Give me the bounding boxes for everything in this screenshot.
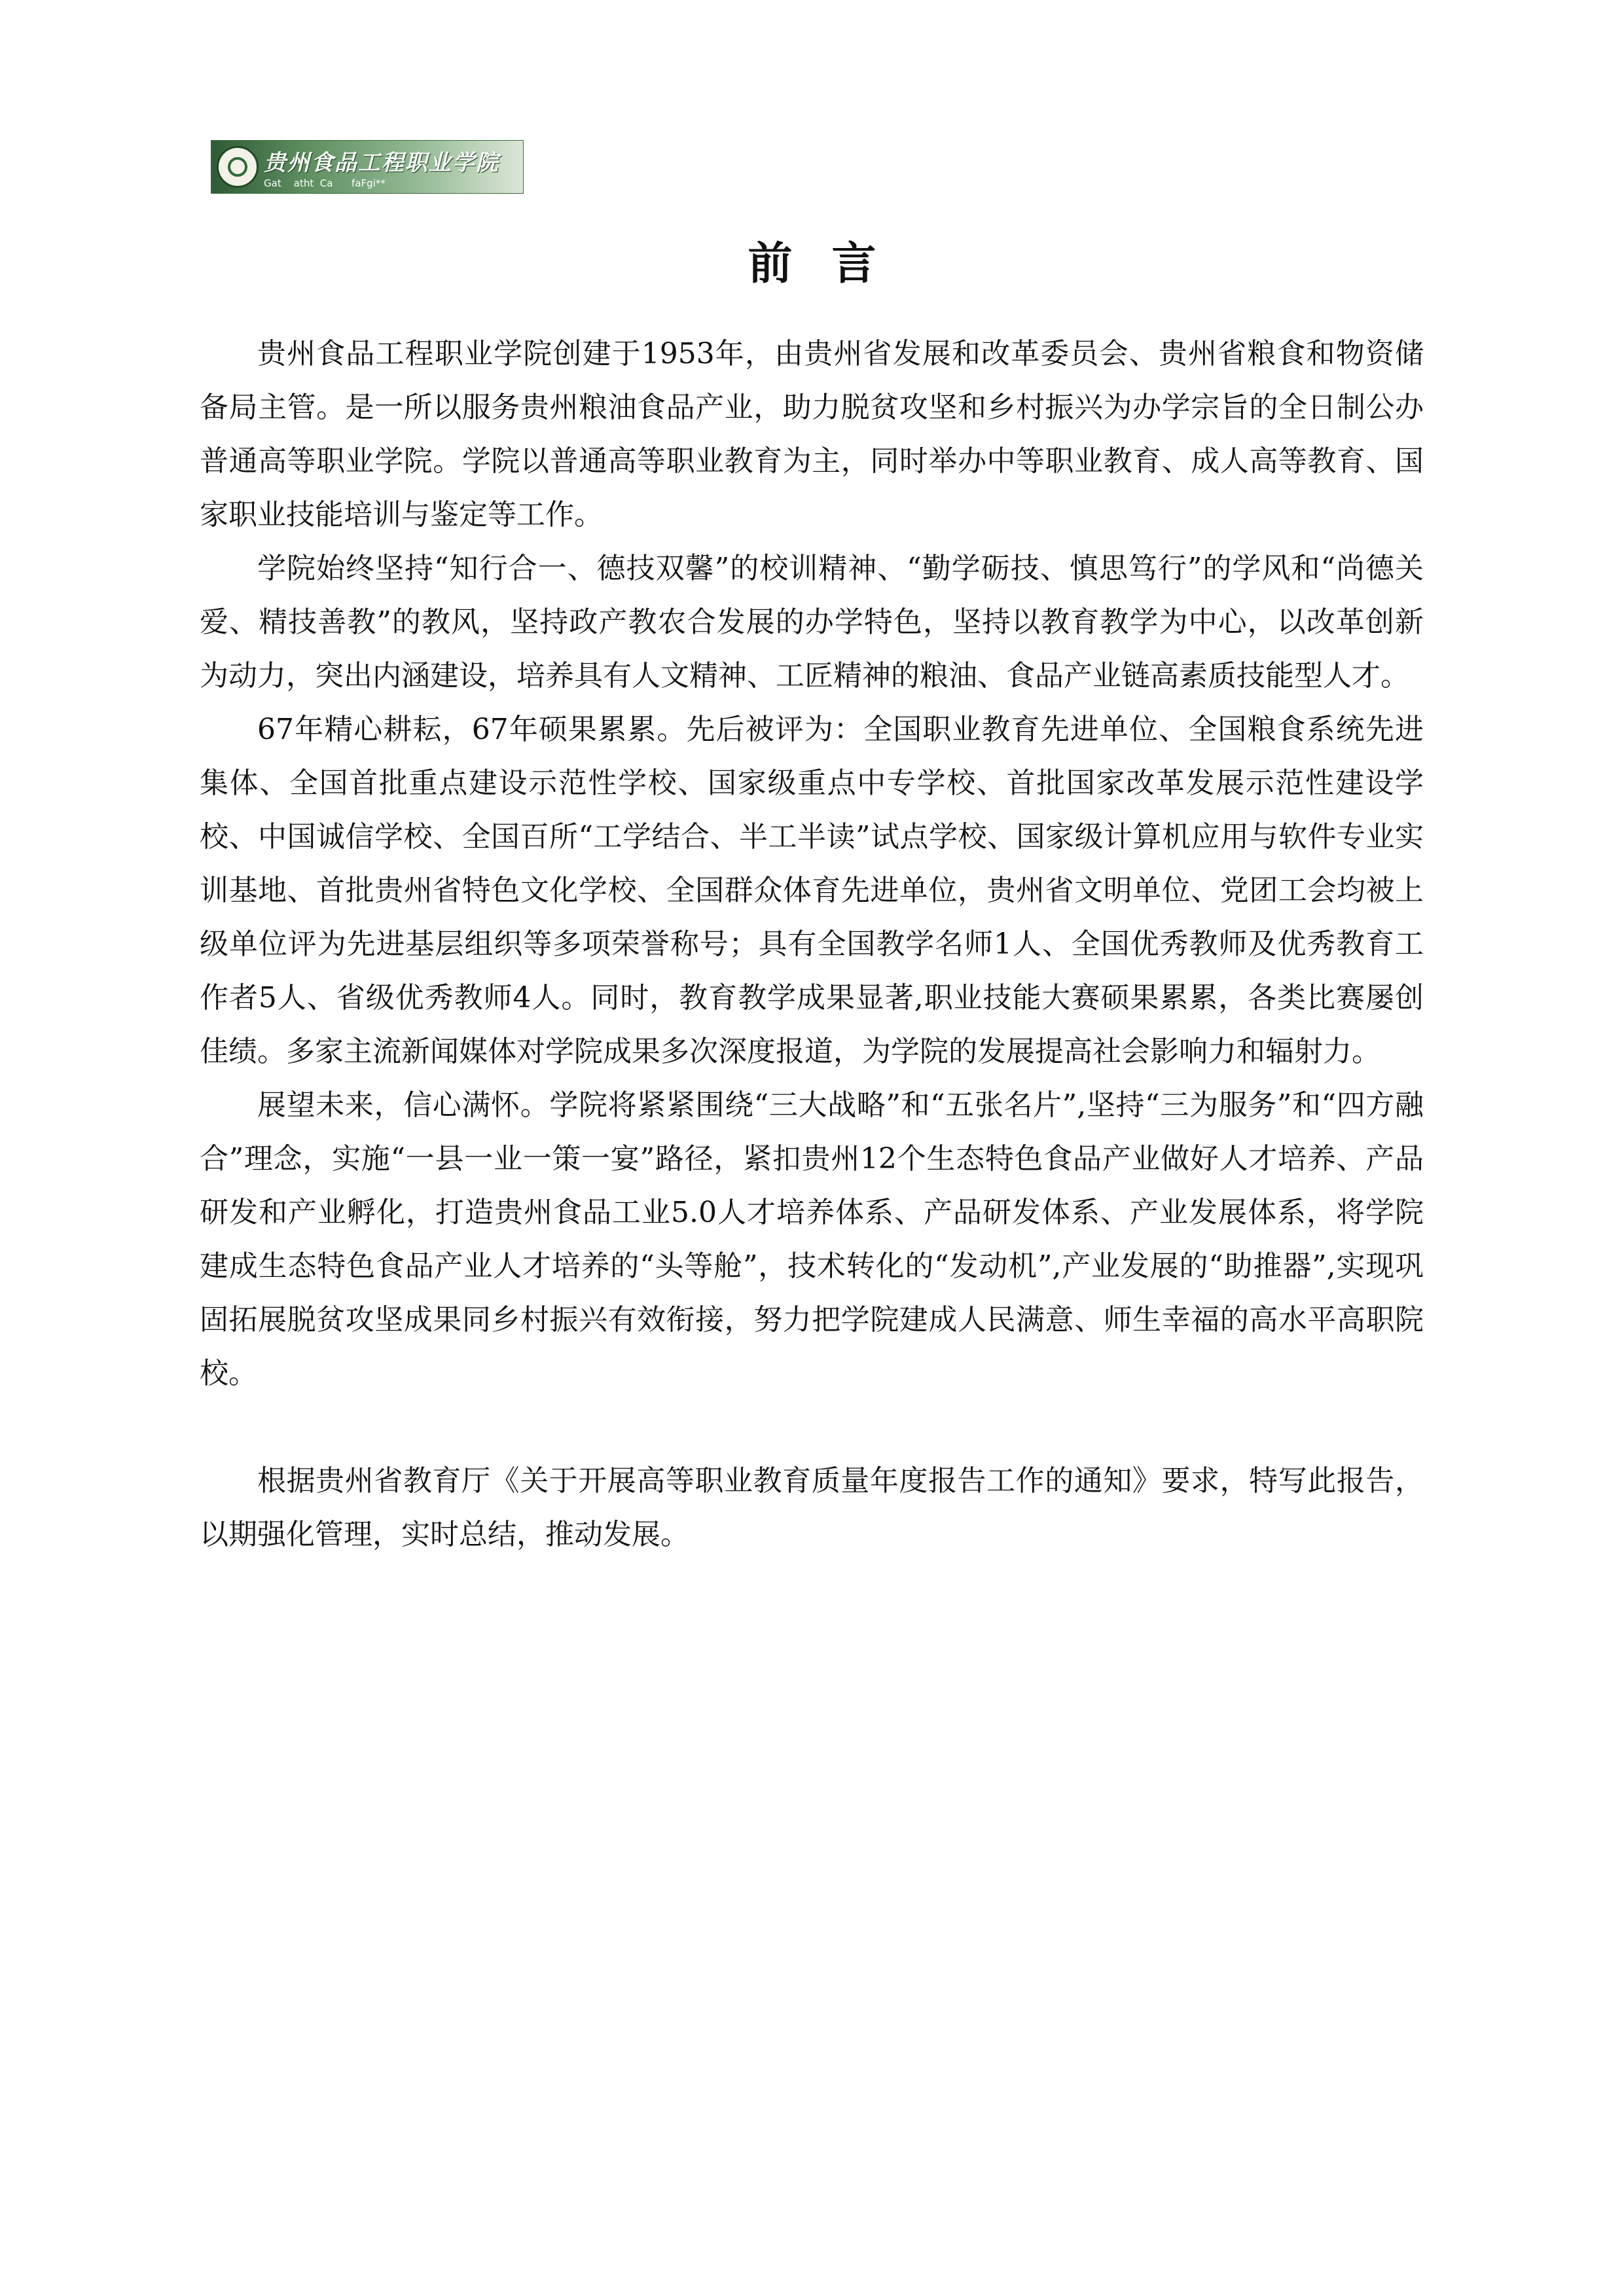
paragraph-honors: 67年精心耕耘，67年硕果累累。先后被评为：全国职业教育先进单位、全国粮食系统先进集体、全国首批重点建设示范性学校、国家级重点中专学校、首批国家改革发展示范性建设学校、中国诚信学校、全国百所“工学结合、半工半读”试点学校、国家级计算机应用与软件专业实训基地、首批贵州省特色文化学校、全国群众体育先进单位，贵州省文明单位、党团工会均被上级单位评为先进基层组织等多项荣誉称号；具有全国教学名师1人、全国优秀教师及优秀教育工作者5人、省级优秀教师4人。同时，教育教学成果显著,职业技能大赛硕果累累，各类比赛屡创佳绩。多家主流新闻媒体对学院成果多次深度报道，为学院的发展提高社会影响力和辐射力。 [200,713,1424,1068]
foreword-body [200,327,1424,1562]
school-emblem-icon [217,146,259,188]
paragraph-intro: 贵州食品工程职业学院创建于1953年，由贵州省发展和改革委员会、贵州省粮食和物资储备局主管。是一所以服务贵州粮油食品产业，助力脱贫攻坚和乡村振兴为办学宗旨的全日制公办普通高等职业学院。学院以普通高等职业教育为主，同时举办中等职业教育、成人高等教育、国家职业技能培训与鉴定等工作。 [200,337,1424,531]
paragraph-purpose: 根据贵州省教育厅《关于开展高等职业教育质量年度报告工作的通知》要求，特写此报告，以期强化管理，实时总结，推动发展。 [200,1464,1424,1551]
page-title: 前言 [748,238,916,290]
paragraph-motto: 学院始终坚持“知行合一、德技双馨”的校训精神、“勤学砺技、慎思笃行”的学风和“尚德关爱、精技善教”的教风，坚持政产教农合发展的办学特色，坚持以教育教学为中心，以改革创新为动力，突出内涵建设，培养具有人文精神、工匠精神的粮油、食品产业链高素质技能型人才。 [200,552,1424,692]
school-logo-banner [211,140,524,194]
logo-subtitle: Gat atht Ca faFgi** [264,177,386,189]
paragraph-outlook: 展望未来，信心满怀。学院将紧紧围绕“三大战略”和“五张名片”,坚持“三为服务”和“四方融合”理念，实施“一县一业一策一宴”路径，紧扣贵州12个生态特色食品产业做好人才培养、产品研发和产业孵化，打造贵州食品工业5.0人才培养体系、产品研发体系、产业发展体系，将学院建成生态特色食品产业人才培养的“头等舱”，技术转化的“发动机”,产业发展的“助推器”,实现巩固拓展脱贫攻坚成果同乡村振兴有效衔接，努力把学院建成人民满意、师生幸福的高水平高职院校。 [200,1088,1424,1390]
logo-title: 贵州食品工程职业学院 [264,150,499,176]
